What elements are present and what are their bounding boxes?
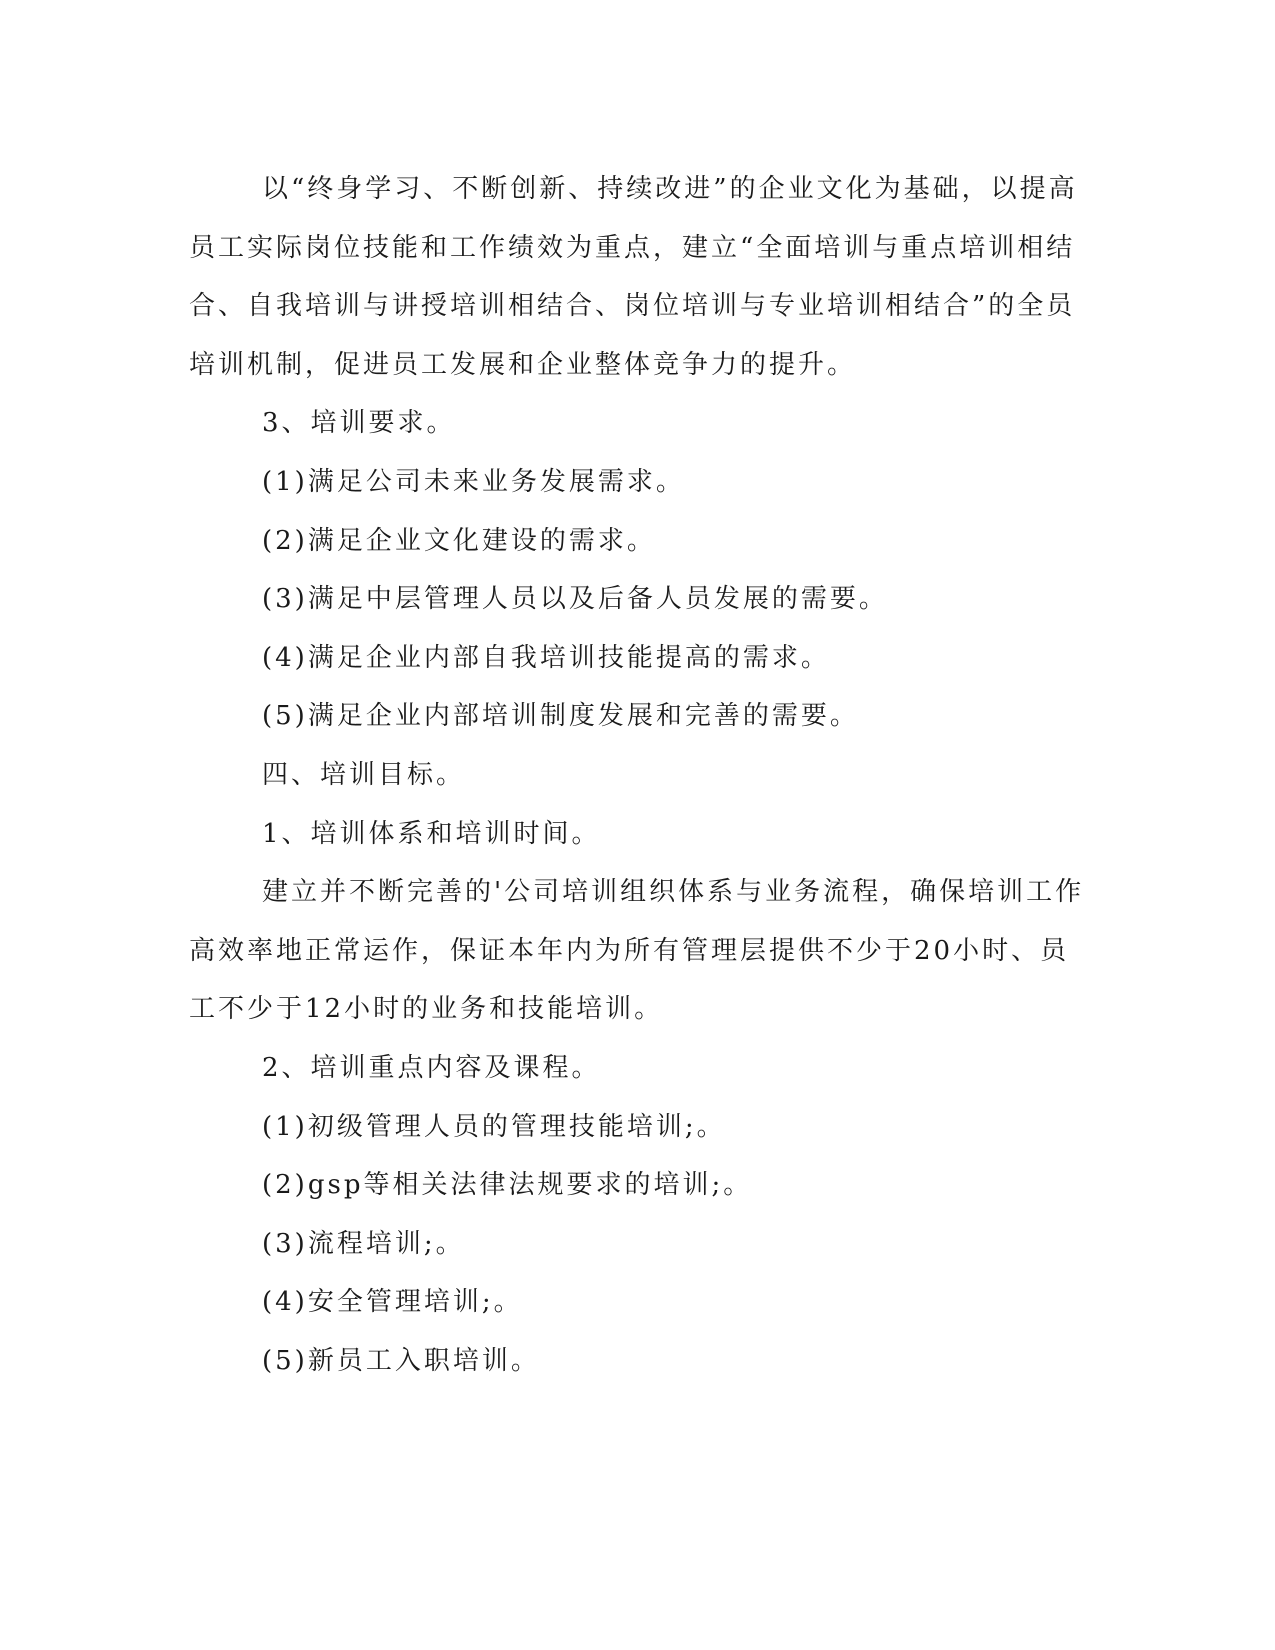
- requirements-list: [189, 453, 1079, 746]
- goal-line: 工不少于12小时的业务和技能培训。: [189, 994, 664, 1025]
- intro-line: 合、自我培训与讲授培训相结合、岗位培训与专业培训相结合”的全员: [189, 291, 1076, 322]
- requirement-item: (3)满足中层管理人员以及后备人员发展的需要。: [262, 584, 888, 615]
- sub1-heading: 1、培训体系和培训时间。: [262, 818, 601, 849]
- course-item: (3)流程培训;。: [262, 1228, 465, 1259]
- section4-heading: 四、培训目标。: [262, 759, 466, 790]
- course-item: (1)初级管理人员的管理技能培训;。: [262, 1111, 726, 1142]
- intro-line: 员工实际岗位技能和工作绩效为重点，建立“全面培训与重点培训相结: [189, 232, 1076, 263]
- requirement-item: (2)满足企业文化建设的需求。: [262, 525, 656, 556]
- course-item: (4)安全管理培训;。: [262, 1287, 523, 1318]
- section3-heading: 3、培训要求。: [262, 408, 456, 439]
- course-item: (2)gsp等相关法律法规要求的培训;。: [262, 1170, 753, 1201]
- intro-paragraph: [189, 160, 1079, 394]
- sub2-heading: 2、培训重点内容及课程。: [262, 1052, 601, 1083]
- intro-line: 培训机制，促进员工发展和企业整体竞争力的提升。: [189, 349, 857, 380]
- requirement-item: (5)满足企业内部培训制度发展和完善的需要。: [262, 701, 859, 732]
- goal-line: 高效率地正常运作，保证本年内为所有管理层提供不少于20小时、员: [189, 935, 1070, 966]
- goal-paragraph: [189, 863, 1085, 1039]
- requirement-item: (1)满足公司未来业务发展需求。: [262, 466, 685, 497]
- intro-line: 以“终身学习、不断创新、持续改进”的企业文化为基础，以提高: [262, 174, 1078, 204]
- courses-list: [189, 1098, 1079, 1391]
- requirement-item: (4)满足企业内部自我培训技能提高的需求。: [262, 642, 830, 673]
- course-item: (5)新员工入职培训。: [262, 1345, 540, 1376]
- goal-line: 建立并不断完善的'公司培训组织体系与业务流程，确保培训工作: [262, 877, 1085, 908]
- document-body: [189, 160, 1085, 1390]
